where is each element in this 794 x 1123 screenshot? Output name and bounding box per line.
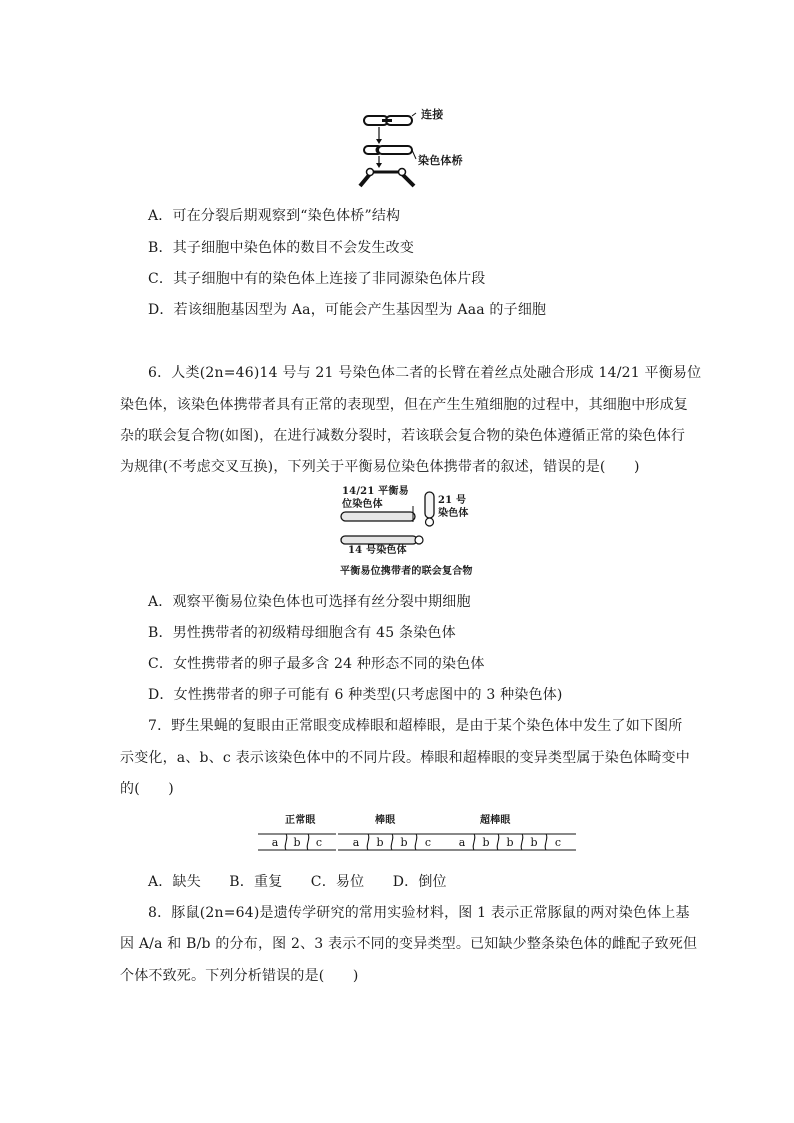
segment-divider [521, 834, 523, 850]
q5-option-a: A．可在分裂后期观察到“染色体桥”结构 [148, 208, 401, 224]
fig6-label-a1: 14/21 平衡易 [342, 486, 409, 497]
chromosome-segments-figure [258, 830, 562, 854]
fig6-label-c: 14 号染色体 [348, 545, 407, 556]
segment-label-bar-1: b [376, 836, 384, 849]
segment-label-bar-0: a [352, 836, 360, 849]
q5-option-d: D．若该细胞基因型为 Aa，可能会产生基因型为 Aaa 的子细胞 [148, 302, 547, 318]
fig6-caption: 平衡易位携带者的联会复合物 [340, 566, 473, 577]
segment-label-bar-2: b [400, 836, 408, 849]
segment-label-superbar-0: a [458, 836, 466, 849]
fig1-label-top: 连接 [421, 108, 444, 121]
segment-label-normal-0: a [271, 836, 279, 849]
q7-options: A．缺失 B．重复 C．易位 D．倒位 [148, 874, 447, 890]
q6-option-d: D．女性携带者的卵子可能有 6 种类型(只考虑图中的 3 种染色体) [148, 687, 563, 703]
segment-divider [497, 834, 499, 850]
q6-stem-line-4: 为规律(不考虑交叉互换)，下列关于平衡易位染色体携带者的叙述，错误的是( ) [120, 459, 640, 475]
segment-divider [367, 834, 369, 850]
segment-label-normal-1: b [293, 836, 301, 849]
fig7-title-superbar: 超棒眼 [480, 815, 511, 826]
q6-stem-line-3: 杂的联会复合物(如图)，在进行减数分裂时，若该联会复合物的染色体遵循正常的染色体行 [120, 428, 686, 444]
q6-option-b: B．男性携带者的初级精母细胞含有 45 条染色体 [148, 625, 456, 641]
segment-divider [285, 834, 287, 850]
q6-stem-line-2: 染色体，该染色体携带者具有正常的表现型，但在产生生殖细胞的过程中，其细胞中形成复 [120, 397, 688, 413]
segment-divider [545, 834, 547, 850]
q6-option-a: A．观察平衡易位染色体也可选择有丝分裂中期细胞 [148, 594, 471, 610]
segment-label-bar-3: c [424, 836, 432, 849]
q5-option-c: C．其子细胞中有的染色体上连接了非同源染色体片段 [148, 271, 486, 287]
translocation-chromosome [341, 512, 415, 521]
chromosome-21 [425, 492, 434, 518]
segment-label-superbar-3: b [530, 836, 538, 849]
q6-option-c: C．女性携带者的卵子最多含 24 种形态不同的染色体 [148, 656, 485, 672]
fig6-label-a2: 位染色体 [342, 499, 383, 510]
segment-divider [391, 834, 393, 850]
fig7-title-bar: 棒眼 [375, 815, 396, 826]
segment-label-superbar-1: b [482, 836, 490, 849]
segment-divider [473, 834, 475, 850]
fig7-title-normal: 正常眼 [285, 815, 316, 826]
q8-stem-line-2: 因 A/a 和 B/b 的分布，图 2、3 表示不同的变异类型。已知缺少整条染色体的雌配子致死但 [120, 936, 698, 952]
q8-stem-line-3: 个体不致死。下列分析错误的是( ) [120, 968, 359, 984]
chromosome-14 [341, 536, 417, 544]
segment-divider [415, 834, 417, 850]
segment-divider [307, 834, 309, 850]
fig1-label-bottom: 染色体桥 [418, 154, 463, 167]
chromosome-mid-right [378, 146, 412, 154]
q7-stem-line-1: 7．野生果蝇的复眼由正常眼变成棒眼和超棒眼，是由于某个染色体中发生了如下图所 [148, 718, 683, 734]
fig6-label-b2: 染色体 [438, 508, 469, 519]
segment-label-superbar-2: b [506, 836, 514, 849]
fig6-label-b1: 21 号 [438, 495, 467, 506]
q8-stem-line-1: 8．豚鼠(2n=64)是遗传学研究的常用实验材料，图 1 表示正常豚鼠的两对染色体上基 [148, 905, 690, 921]
q7-stem-line-3: 的( ) [120, 781, 174, 797]
q5-option-b: B．其子细胞中染色体的数目不会发生改变 [148, 240, 415, 256]
chromosome-bridge-figure [356, 104, 466, 190]
q6-stem-line-1: 6．人类(2n=46)14 号与 21 号染色体二者的长臂在着丝点处融合形成 14/21 平衡易位 [148, 365, 702, 381]
q7-stem-line-2: 示变化，a、b、c 表示该染色体中的不同片段。棒眼和超棒眼的变异类型属于染色体畸变中 [120, 750, 690, 766]
segment-label-superbar-4: c [554, 836, 562, 849]
segment-label-normal-2: c [315, 836, 323, 849]
